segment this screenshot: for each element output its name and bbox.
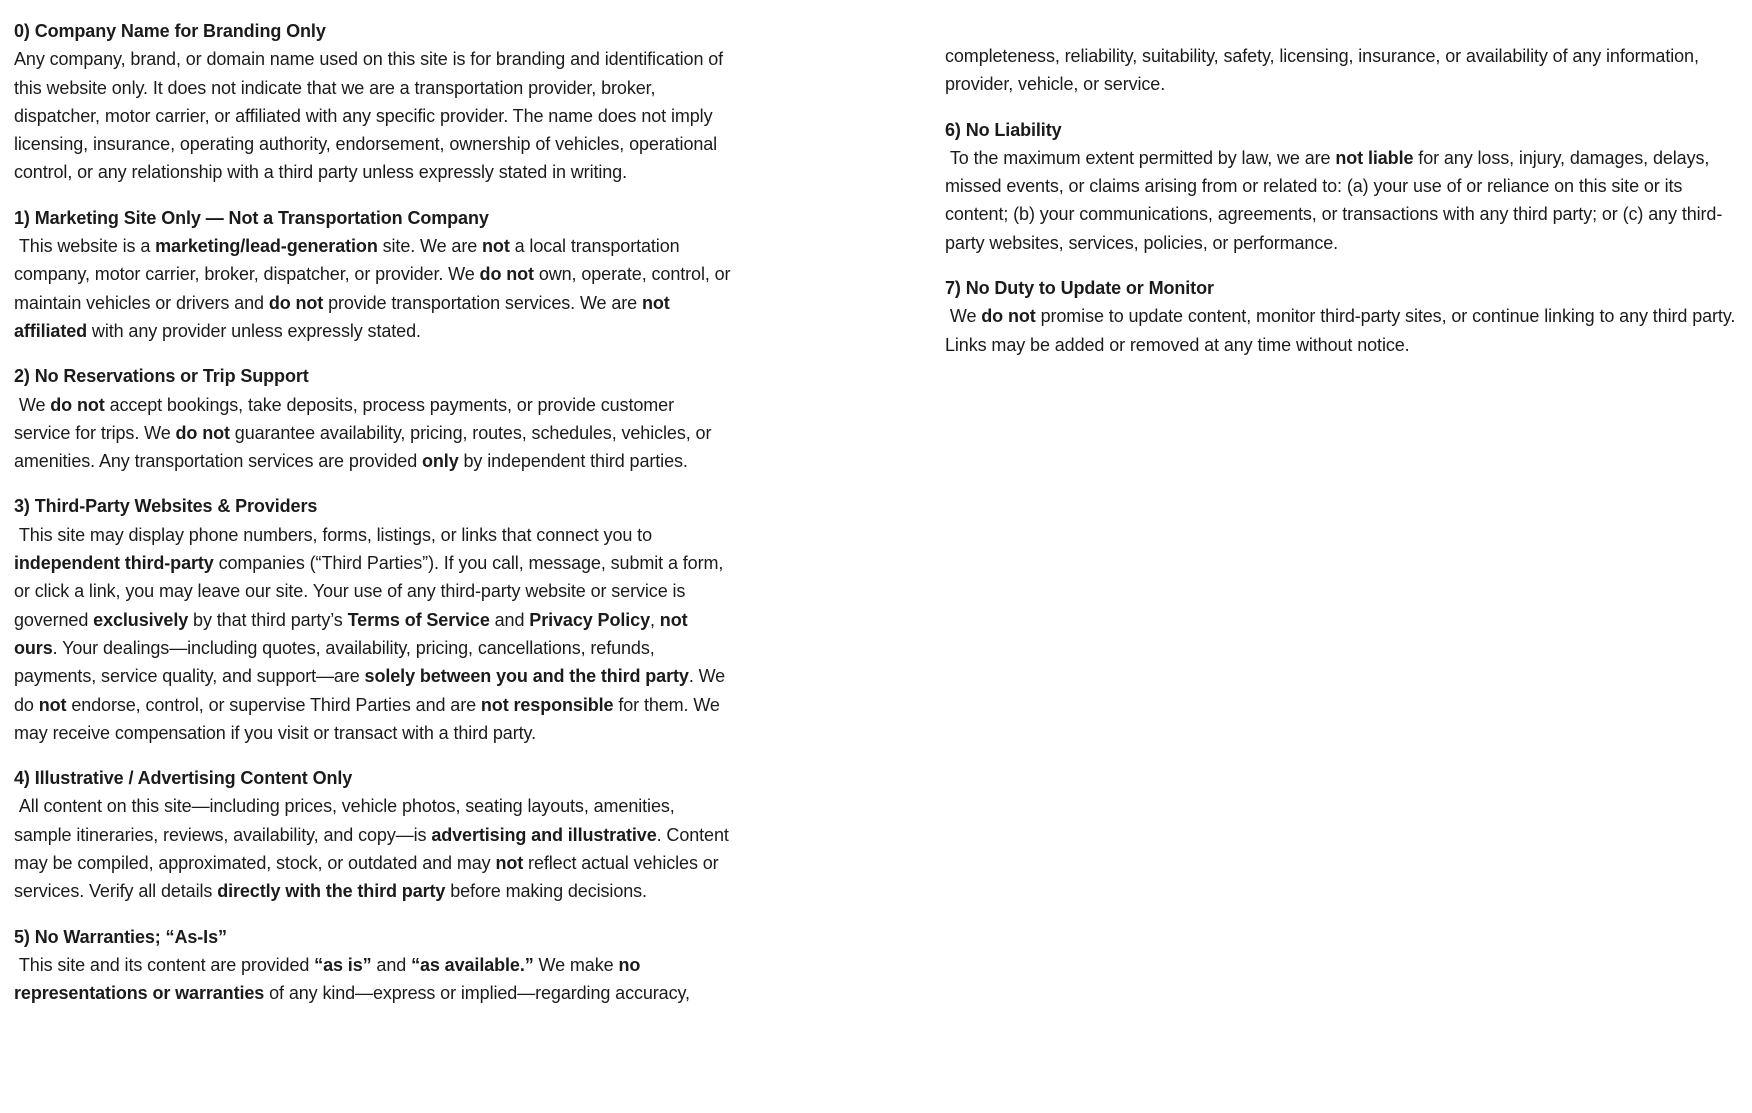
text-run: reflect actual vehicles or services. Verify all details <box>14 853 719 902</box>
text-run: own, operate, control, or maintain vehicles or drivers and <box>14 264 731 313</box>
text-run: This site may display phone numbers, forms, listings, or links that connect you to <box>14 524 652 545</box>
bold-text-run: solely between you and the third party <box>364 666 689 687</box>
text-run: by independent third parties. <box>458 451 688 472</box>
bold-text-run: exclusively <box>93 609 189 630</box>
section-s7-heading: 7) No Duty to Update or Monitor <box>945 278 1214 299</box>
section-s7 <box>945 274 1741 359</box>
bold-text-run: do not <box>479 264 534 285</box>
text-run: This site and its content are provided <box>14 954 315 975</box>
text-run: accept bookings, take deposits, process payments, or provide customer service for trips. We <box>14 394 674 443</box>
text-run: site. We are <box>377 236 483 257</box>
text-run: for them. We may receive compensation if you visit or transact with a third party. <box>14 694 720 743</box>
bold-text-run: Terms of Service <box>347 609 490 630</box>
bold-text-run: no representations or warranties <box>14 954 641 1004</box>
bold-text-run: do not <box>50 394 105 415</box>
section-s3 <box>14 492 734 747</box>
section-s5 <box>14 923 734 1008</box>
text-run: Any company, brand, or domain name used on this site is for branding and identification of this website only. It does not indicate that we are a transportation provider, broker, dispatcher, motor carrier, or affiliated with any specific provider. The name does not imply licensing, insurance, operating authority, endorsement, ownership of vehicles, operational control, or any relationship with a third party unless expressly stated in writing. <box>14 49 724 183</box>
text-run: companies (“Third Parties”). If you call, message, submit a form, or click a link, you may leave our site. Your use of any third-party website or service is governed <box>14 553 724 630</box>
text-run: for any loss, injury, damages, delays, missed events, or claims arising from or related to: (a) your use of or reliance on this site or its content; (b) your communications, agreements, or transactions with any third party; or (c) any third-party websites, services, policies, or performance. <box>945 147 1723 253</box>
bold-text-run: Privacy Policy <box>529 609 650 630</box>
section-s4 <box>14 764 734 905</box>
text-run: To the maximum extent permitted by law, we are <box>945 147 1336 168</box>
section-s5_continued <box>945 42 1741 99</box>
bold-text-run: “as is” <box>314 954 372 975</box>
bold-text-run: only <box>422 451 459 472</box>
bold-text-run: not <box>38 694 67 715</box>
bold-text-run: “as available.” <box>411 954 534 975</box>
text-run: of any kind—express or implied—regarding accuracy, <box>264 983 690 1004</box>
text-run: and <box>489 609 530 630</box>
text-run: promise to update content, monitor third-party sites, or continue linking to any third party. Links may be added or removed at any time without notice. <box>945 306 1736 355</box>
section-s3-heading: 3) Third-Party Websites & Providers <box>14 496 318 517</box>
bold-text-run: marketing/lead-generation <box>155 236 378 257</box>
bold-text-run: do not <box>175 422 230 443</box>
text-run: We <box>14 394 51 415</box>
section-s4-heading: 4) Illustrative / Advertising Content Only <box>14 768 353 789</box>
text-run: a local transportation company, motor carrier, broker, dispatcher, or provider. We <box>14 236 680 285</box>
section-s1-heading: 1) Marketing Site Only — Not a Transportation Company <box>14 207 489 228</box>
text-run: We make <box>533 954 619 975</box>
left-column <box>14 17 734 1025</box>
bold-text-run: do not <box>268 292 324 313</box>
text-run: before making decisions. <box>445 881 647 902</box>
bold-text-run: not <box>495 853 524 874</box>
text-run: and <box>371 954 412 975</box>
text-run: We <box>945 306 982 327</box>
section-s6-heading: 6) No Liability <box>945 119 1062 140</box>
section-s6 <box>945 116 1741 257</box>
bold-text-run: directly with the third party <box>217 881 446 902</box>
section-s2 <box>14 362 734 475</box>
bold-text-run: independent third-party <box>14 553 214 574</box>
text-run: with any provider unless expressly stated. <box>87 320 421 341</box>
bold-text-run: do not <box>981 306 1036 327</box>
bold-text-run: not liable <box>1335 147 1414 168</box>
text-run: , <box>649 609 660 630</box>
text-run: guarantee availability, pricing, routes, schedules, vehicles, or amenities. Any transportation services are provided <box>14 422 712 472</box>
text-run: This website is a <box>14 236 156 257</box>
bold-text-run: not affiliated <box>14 292 670 341</box>
text-run: provide transportation services. We are <box>323 292 642 313</box>
bold-text-run: not ours <box>14 609 688 658</box>
text-run: . We do <box>14 666 726 715</box>
text-run: endorse, control, or supervise Third Parties and are <box>66 694 481 715</box>
section-s5-heading: 5) No Warranties; “As-Is” <box>14 926 227 947</box>
text-run: All content on this site—including prices, vehicle photos, seating layouts, amenities, sample itineraries, reviews, availability, and copy—is <box>14 796 675 845</box>
section-s2-heading: 2) No Reservations or Trip Support <box>14 366 309 387</box>
bold-text-run: not responsible <box>480 694 614 715</box>
text-run: by that third party’s <box>188 609 348 630</box>
text-run: completeness, reliability, suitability, safety, licensing, insurance, or availability of any information, provider, vehicle, or service. <box>945 46 1699 95</box>
section-s0 <box>14 17 734 187</box>
text-run: . Your dealings—including quotes, availability, pricing, cancellations, refunds, payments, service quality, and support—are <box>14 637 655 687</box>
bold-text-run: advertising and illustrative <box>431 824 657 845</box>
right-column <box>945 42 1741 376</box>
section-s1 <box>14 204 734 345</box>
bold-text-run: not <box>482 236 510 257</box>
section-s0-heading: 0) Company Name for Branding Only <box>14 21 326 41</box>
text-run: . Content may be compiled, approximated, stock, or outdated and may <box>14 824 729 874</box>
